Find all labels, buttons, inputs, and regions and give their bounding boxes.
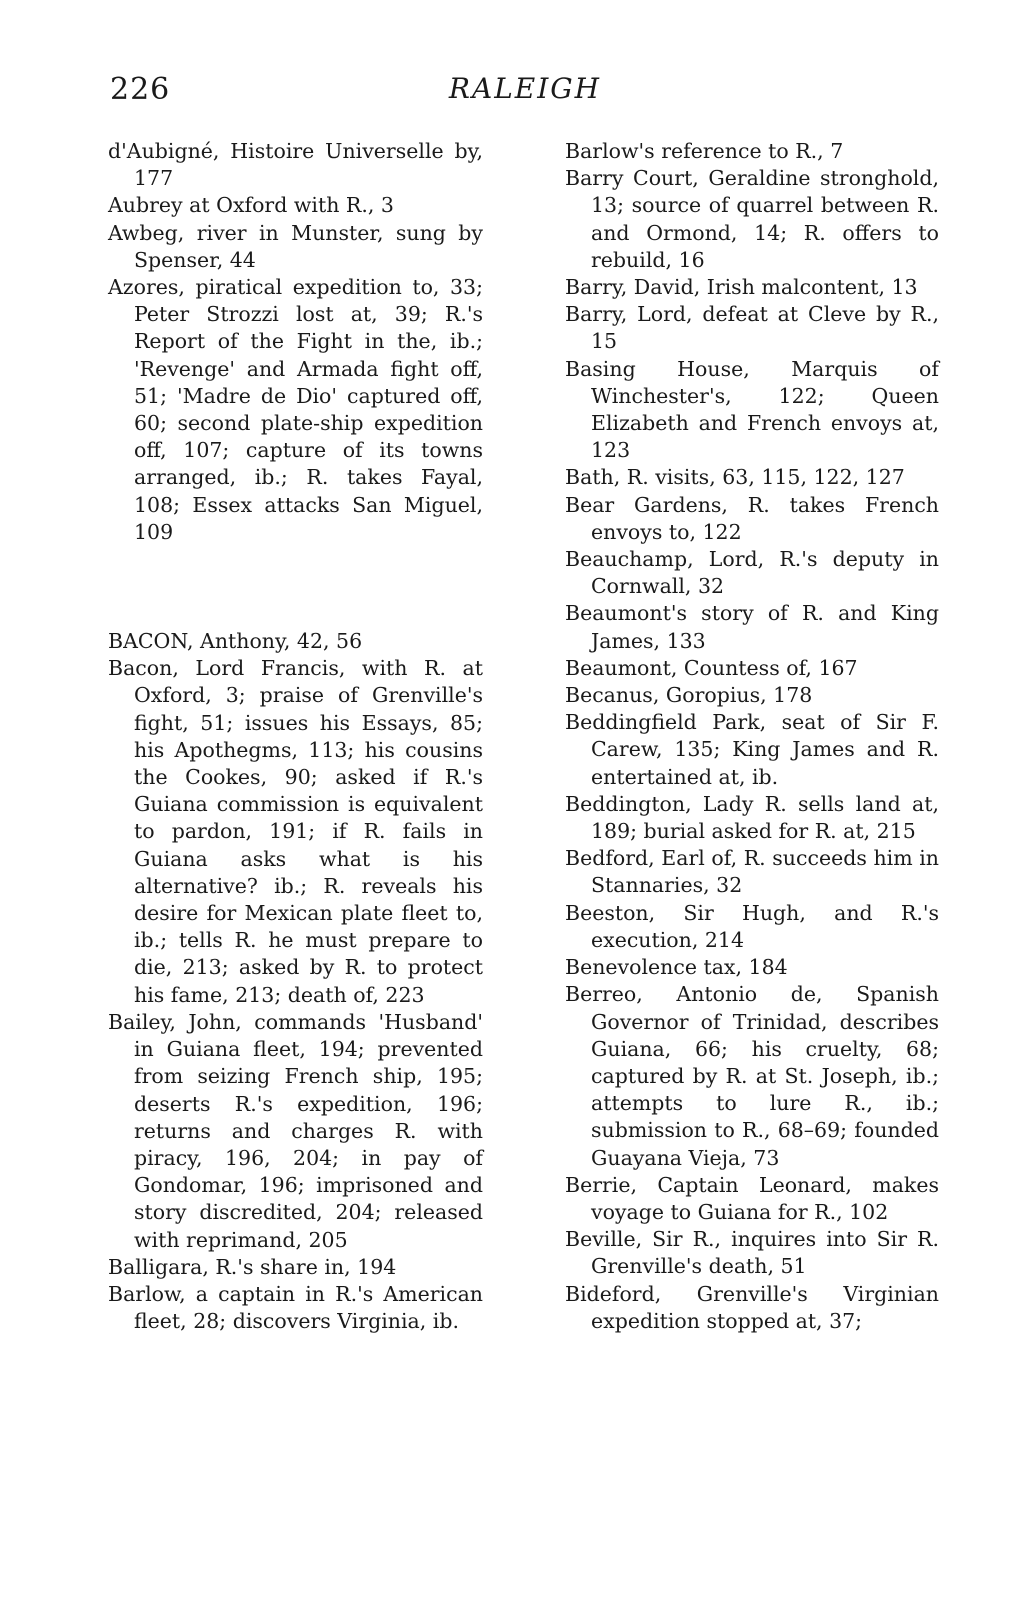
- index-entry: Barry, David, Irish malcontent, 13: [565, 275, 918, 300]
- index-entry: Bailey, John, commands 'Husband' in Guiana fleet, 194; prevented from seizing French ship, 195; deserts R.'s expedition, 196; returns and charges R. with piracy, 196, 204; in pay of Gondomar, 196; imprisoned and story discredited, 204; released with reprimand, 205: [108, 1009, 483, 1252]
- index-entry: Beeston, Sir Hugh, and R.'s execution, 214: [565, 900, 939, 952]
- index-entry: Barlow, a captain in R.'s American fleet, 28; discovers Virginia, ib.: [108, 1281, 483, 1334]
- running-title: RALEIGH: [448, 72, 602, 105]
- page-number: 226: [110, 72, 171, 107]
- index-entry: Beville, Sir R., inquires into Sir R. Grenville's death, 51: [565, 1227, 939, 1279]
- index-entry: Benevolence tax, 184: [565, 955, 788, 980]
- index-entry: Becanus, Goropius, 178: [565, 683, 813, 708]
- index-entry: Beaumont, Countess of, 167: [565, 655, 858, 680]
- index-entry: Beaumont's story of R. and King James, 133: [565, 601, 939, 653]
- index-column-left: [108, 138, 483, 1335]
- index-entry: Azores, piratical expedition to, 33; Peter Strozzi lost at, 39; R.'s Report of the Fight in the, ib.; 'Revenge' and Armada fight off, 51; 'Madre de Dio' captured off, 60; second plate-ship expedition off, 107; capture of its towns arranged, ib.; R. takes Fayal, 108; Essex attacks San Miguel, 109: [108, 275, 483, 544]
- letter-section-break: [108, 546, 483, 628]
- index-entry: Aubrey at Oxford with R., 3: [108, 193, 394, 218]
- index-entry: Basing House, Marquis of Winchester's, 122; Queen Elizabeth and French envoys at, 123: [565, 356, 939, 463]
- index-entry: Barlow's reference to R., 7: [565, 139, 844, 163]
- index-entry: Bear Gardens, R. takes French envoys to, 122: [565, 492, 939, 544]
- index-entry: Beddingfield Park, seat of Sir F. Carew, 135; King James and R. entertained at, ib.: [565, 710, 939, 789]
- index-entry: Bedford, Earl of, R. succeeds him in Stannaries, 32: [565, 846, 939, 898]
- index-entry: Barry Court, Geraldine stronghold, 13; source of quarrel between R. and Ormond, 14; R. offers to rebuild, 16: [565, 166, 939, 272]
- index-entry: Awbeg, river in Munster, sung by Spenser, 44: [108, 220, 483, 272]
- page-header: [110, 72, 940, 112]
- index-entry: Bacon, Lord Francis, with R. at Oxford, 3; praise of Grenville's fight, 51; issues his Essays, 85; his Apothegms, 113; his cousins the Cookes, 90; asked if R.'s Guiana commission is equivalent to pardon, 191; if R. fails in Guiana asks what is his alternative? ib.; R. reveals his desire for Mexican plate fleet to, ib.; tells R. he must prepare to die, 213; asked by R. to protect his fame, 213; death of, 223: [108, 656, 483, 1007]
- index-entry: Beauchamp, Lord, R.'s deputy in Cornwall, 32: [565, 547, 939, 599]
- index-column-right: [565, 138, 939, 1335]
- index-entry: BACON, Anthony, 42, 56: [108, 629, 363, 654]
- index-entry: Beddington, Lady R. sells land at, 189; burial asked for R. at, 215: [565, 791, 939, 844]
- index-entry: Bath, R. visits, 63, 115, 122, 127: [565, 465, 905, 490]
- index-entry: Bideford, Grenville's Virginian expedition stopped at, 37;: [565, 1281, 939, 1333]
- index-entry: d'Aubigné, Histoire Universelle by, 177: [108, 139, 483, 191]
- index-entry: Berrie, Captain Leonard, makes voyage to Guiana for R., 102: [565, 1172, 939, 1224]
- index-entry: Barry, Lord, defeat at Cleve by R., 15: [565, 302, 939, 354]
- index-entry: Berreo, Antonio de, Spanish Governor of Trinidad, describes Guiana, 66; his cruelty, 68; captured by R. at St. Joseph, ib.; attempts to lure R., ib.; submission to R., 68–69; founded Guayana Vieja, 73: [565, 982, 939, 1170]
- index-entry: Balligara, R.'s share in, 194: [108, 1254, 397, 1279]
